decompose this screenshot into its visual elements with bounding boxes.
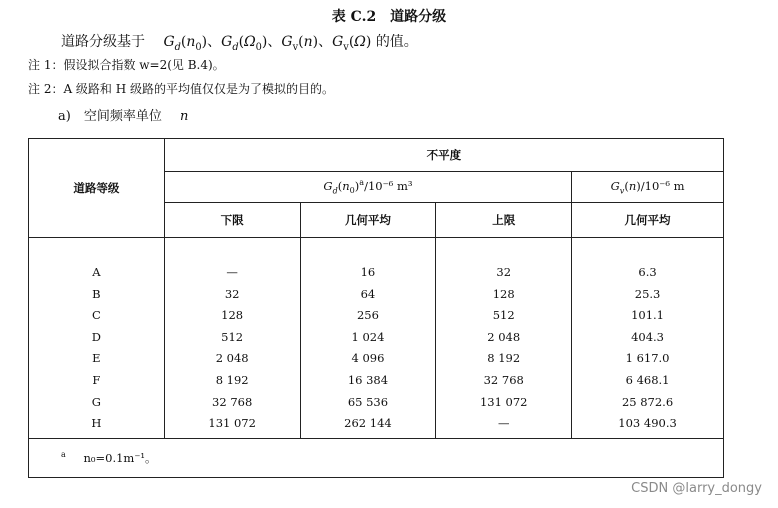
geo-mean-column bbox=[300, 238, 436, 439]
geo-mean-cell: 16 bbox=[360, 265, 376, 279]
intro-prefix: 道路分级基于 bbox=[61, 34, 145, 50]
gv-mean-cell: 6 468.1 bbox=[625, 372, 670, 387]
gd-header: $G_d(n_0)^a/10^{-6}$ m³ bbox=[164, 172, 571, 203]
gv-header: $G_v(n)/10^{-6}$ m bbox=[572, 172, 724, 203]
gv-mean-cell: 404.3 bbox=[631, 329, 665, 344]
grade-cell: A bbox=[92, 265, 101, 279]
table-title: 表 C.2 道路分级 bbox=[331, 9, 447, 25]
watermark: CSDN @larry_dongy bbox=[631, 481, 762, 496]
subsection-label: a) 空间频率单位 bbox=[58, 109, 162, 124]
upper-cell: 8 192 bbox=[487, 351, 521, 366]
geo-mean-cell: 256 bbox=[356, 308, 379, 323]
grade-cell: E bbox=[92, 351, 101, 366]
roughness-header: 不平度 bbox=[164, 139, 723, 172]
gv-mean-cell: 6.3 bbox=[638, 265, 657, 279]
grade-column bbox=[29, 238, 165, 439]
note-1: 注 1：假设拟合指数 w=2(见 B.4)。 bbox=[28, 58, 225, 72]
gv-geo-mean-column bbox=[572, 238, 724, 439]
grade-header: 道路等级 bbox=[29, 139, 165, 238]
lower-cell: 128 bbox=[221, 308, 244, 323]
gv-mean-cell: 1 617.0 bbox=[625, 351, 670, 366]
gd-header-unit: /10⁻⁶ m³ bbox=[364, 179, 413, 194]
geo-mean-cell: 1 024 bbox=[351, 329, 385, 344]
subsection-var: n bbox=[179, 109, 189, 124]
lower-cell: 512 bbox=[221, 329, 244, 344]
lower-cell: 32 768 bbox=[212, 394, 253, 409]
lower-cell: 2 048 bbox=[215, 351, 249, 366]
footnote-mark: a bbox=[61, 450, 66, 460]
gv-mean-cell: 25 872.6 bbox=[621, 394, 674, 409]
geo-mean-cell: 262 144 bbox=[344, 416, 392, 431]
gv-mean-cell: 103 490.3 bbox=[618, 416, 677, 431]
geo-mean-cell: 65 536 bbox=[347, 394, 389, 409]
geo-mean-cell: 4 096 bbox=[351, 351, 385, 366]
table-footnote bbox=[29, 439, 724, 478]
lower-cell: 8 192 bbox=[215, 372, 249, 387]
gv-header-unit: /10⁻⁶ m bbox=[640, 178, 685, 193]
lower-limit-header: 下限 bbox=[164, 203, 300, 238]
geo-mean-header: 几何平均 bbox=[300, 203, 436, 238]
upper-cell: 32 bbox=[496, 265, 512, 279]
gv-mean-cell: 101.1 bbox=[631, 308, 665, 323]
upper-limit-column bbox=[436, 238, 572, 439]
intro-formula: $G_d(n_0)$、$G_d(\Omega_0)$、$G_v(n)$、$G_v(\Omega)$ bbox=[163, 34, 372, 53]
upper-cell: 32 768 bbox=[483, 372, 524, 387]
gv-mean-cell: 25.3 bbox=[634, 286, 661, 301]
subsection-heading bbox=[58, 105, 188, 124]
grade-cell: H bbox=[91, 416, 102, 431]
upper-cell: — bbox=[497, 416, 510, 431]
intro-sentence bbox=[61, 31, 418, 53]
upper-cell: 2 048 bbox=[487, 329, 521, 344]
grade-cell: B bbox=[92, 286, 101, 301]
upper-limit-header: 上限 bbox=[436, 203, 572, 238]
upper-cell: 131 072 bbox=[479, 394, 528, 409]
gv-geo-mean-header: 几何平均 bbox=[572, 203, 724, 238]
road-grade-table bbox=[28, 138, 724, 478]
upper-cell: 128 bbox=[492, 286, 515, 301]
grade-cell: C bbox=[91, 308, 101, 323]
upper-cell: 512 bbox=[492, 308, 515, 323]
grade-cell: D bbox=[91, 329, 101, 344]
footnote-text: n₀=0.1m⁻¹。 bbox=[83, 451, 157, 465]
grade-cell: F bbox=[92, 372, 101, 387]
lower-cell: 32 bbox=[224, 286, 240, 301]
grade-cell: G bbox=[91, 394, 101, 409]
geo-mean-cell: 16 384 bbox=[347, 372, 389, 387]
lower-cell: — bbox=[226, 265, 238, 279]
intro-suffix: 的值。 bbox=[375, 34, 418, 50]
geo-mean-cell: 64 bbox=[360, 286, 376, 301]
note-2: 注 2：A 级路和 H 级路的平均值仅仅是为了模拟的目的。 bbox=[28, 82, 335, 96]
lower-limit-column bbox=[164, 238, 300, 439]
lower-cell: 131 072 bbox=[208, 416, 256, 431]
